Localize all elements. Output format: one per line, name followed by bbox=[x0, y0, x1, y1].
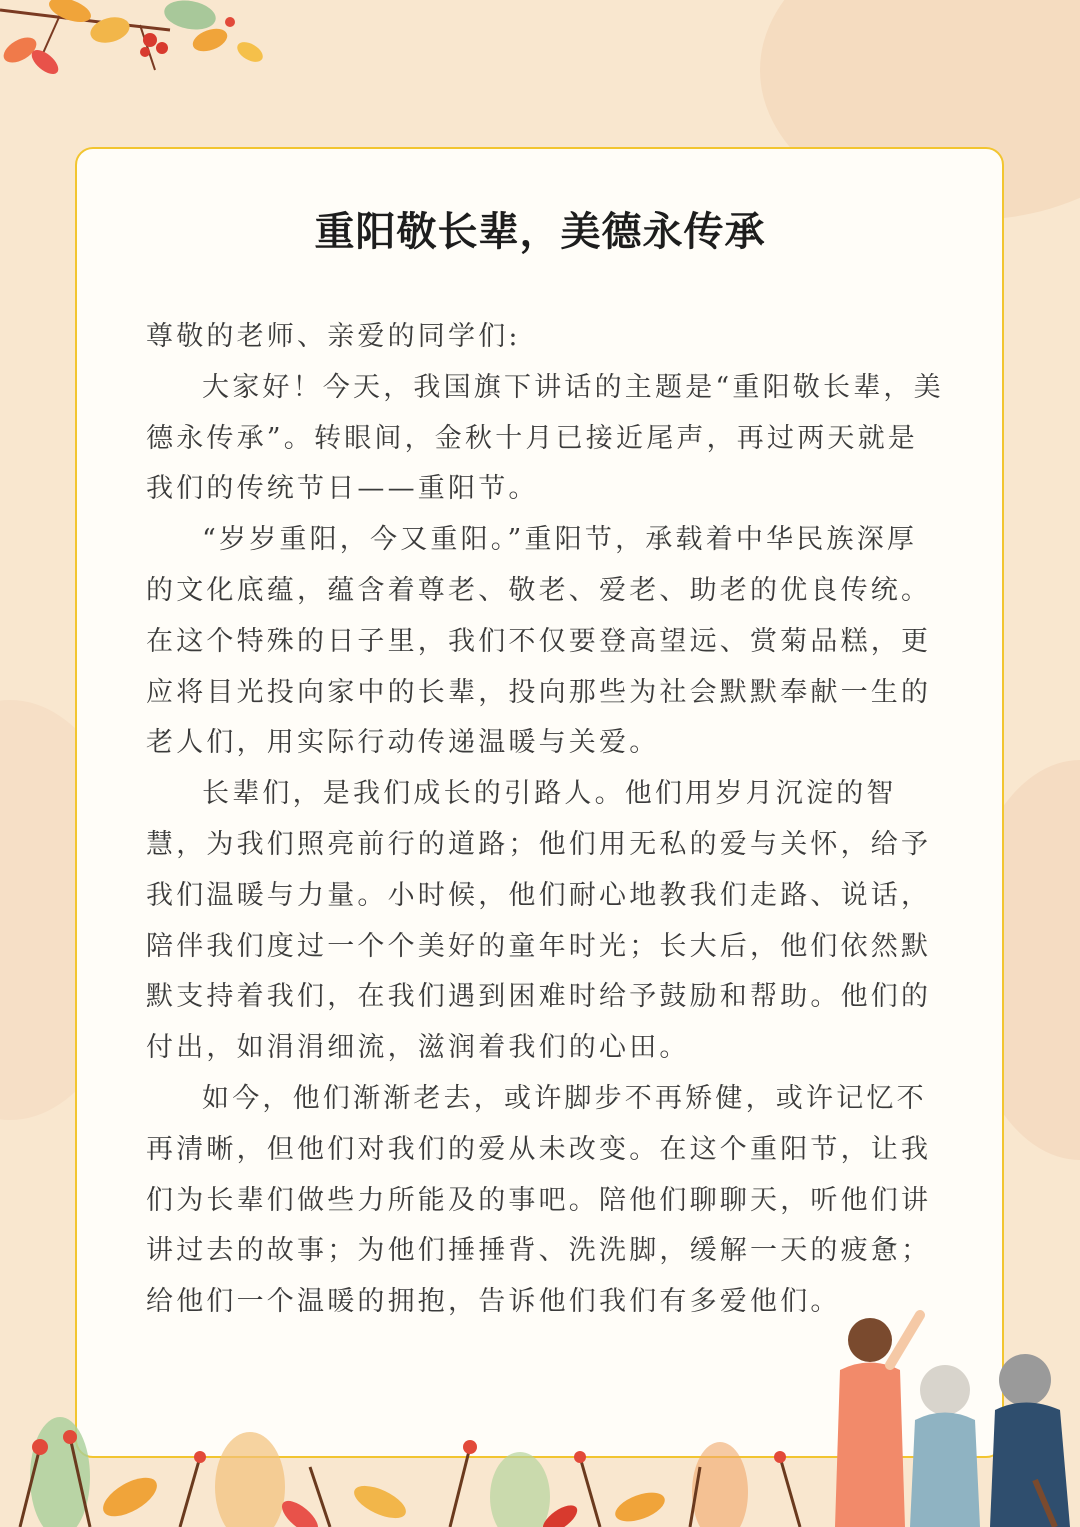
speech-body bbox=[146, 312, 946, 1328]
salutation: 尊敬的老师、亲爱的同学们: bbox=[146, 321, 521, 352]
autumn-leaves-decoration-icon bbox=[0, 0, 320, 90]
family-illustration-icon bbox=[820, 1300, 1080, 1527]
page-title: 重阳敬长辈，美德永传承 bbox=[314, 208, 766, 255]
paragraph: “岁岁重阳，今又重阳。”重阳节，承载着中华民族深厚的文化底蕴，蕴含着尊老、敬老、爱老、助老的优良传统。在这个特殊的日子里，我们不仅要登高望远、赏菊品糕，更应将目光投向家中的长辈，投向那些为社会默默奉献一生的老人们，用实际行动传递温暖与关爱。 bbox=[146, 524, 932, 759]
paragraph: 大家好！今天，我国旗下讲话的主题是“重阳敬长辈，美德永传承”。转眼间，金秋十月已接近尾声，再过两天就是我们的传统节日——重阳节。 bbox=[146, 371, 944, 505]
paragraph: 如今，他们渐渐老去，或许脚步不再矫健，或许记忆不再清晰，但他们对我们的爱从未改变。在这个重阳节，让我们为长辈们做些力所能及的事吧。陪他们聊聊天，听他们讲讲过去的故事；为他们捶捶背、洗洗脚，缓解一天的疲惫；给他们一个温暖的拥抱，告诉他们我们有多爱他们。 bbox=[146, 1082, 932, 1318]
paragraph: 长辈们，是我们成长的引路人。他们用岁月沉淀的智慧，为我们照亮前行的道路；他们用无私的爱与关怀，给予我们温暖与力量。小时候，他们耐心地教我们走路、说话，陪伴我们度过一个个美好的童年时光；长大后，他们依然默默支持着我们，在我们遇到困难时给予鼓励和帮助。他们的付出，如涓涓细流，滋润着我们的心田。 bbox=[146, 778, 932, 1064]
